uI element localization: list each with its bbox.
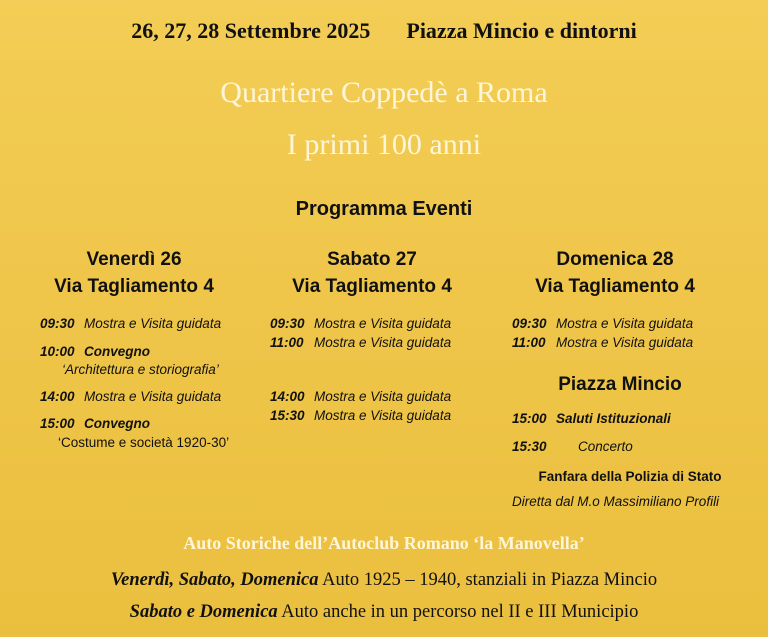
event-time: 09:30 [512,316,547,331]
piazza-mincio-heading: Piazza Mincio [558,374,682,395]
event-text: Saluti Istituzionali [556,411,671,426]
event-location: Piazza Mincio e dintorni [406,18,637,43]
auto-line-2 [0,602,768,623]
event-time: 09:30 [270,316,305,331]
director-name: Diretta dal M.o Massimiliano Profili [512,494,720,509]
event-time: 15:30 [270,408,305,423]
event-text: Mostra e Visita guidata [84,316,222,331]
column-saturday-header [262,246,482,300]
event-text: Convegno [84,416,150,431]
column-sunday-header [505,246,725,300]
event-text: Mostra e Visita guidata [314,389,452,404]
column-friday-header [24,246,244,300]
event-time: 09:30 [40,316,75,331]
event-item [512,335,693,350]
event-time: 10:00 [40,344,75,359]
event-item [270,335,451,350]
event-text: Mostra e Visita guidata [84,389,222,404]
venue-label: Via Tagliamento 4 [54,276,214,297]
auto-detail: Auto 1925 – 1940, stanziali in Piazza Mincio [318,570,658,590]
event-item [40,344,150,359]
days-label: Venerdì, Sabato, Domenica [110,570,319,590]
event-time: 15:30 [512,439,547,454]
event-item [40,416,150,431]
auto-detail: Auto anche in un percorso nel II e III Municipio [277,602,639,622]
event-text: Mostra e Visita guidata [556,316,694,331]
event-text: Mostra e Visita guidata [314,335,452,350]
event-item [270,316,451,331]
event-time: 15:00 [40,416,75,431]
event-item [270,389,451,404]
day-label: Domenica 28 [556,249,674,270]
event-item [40,389,221,404]
days-label: Sabato e Domenica [129,602,278,622]
main-title-line1: Quartiere Coppedè a Roma [220,76,548,109]
auto-storiche-heading: Auto Storiche dell’Autoclub Romano ‘la Manovella’ [183,533,585,553]
auto-line-1 [0,570,768,591]
event-time: 14:00 [270,389,305,404]
event-time: 11:00 [512,335,546,350]
event-text: Mostra e Visita guidata [314,408,452,423]
program-heading: Programma Eventi [295,198,473,220]
event-note: ‘Architettura e storiografia’ [62,362,219,377]
event-item [512,439,633,454]
band-name: Fanfara della Polizia di Stato [538,469,722,484]
event-text: Convegno [84,344,150,359]
event-item [270,408,451,423]
event-dates: 26, 27, 28 Settembre 2025 [131,18,371,43]
event-time: 11:00 [270,335,304,350]
venue-label: Via Tagliamento 4 [292,276,452,297]
event-text: Mostra e Visita guidata [556,335,694,350]
event-text: Concerto [578,439,633,454]
event-note: ‘Costume e società 1920-30’ [58,435,230,450]
main-title-line2: I primi 100 anni [286,128,482,161]
day-label: Sabato 27 [327,249,417,270]
event-time: 15:00 [512,411,547,426]
event-text: Mostra e Visita guidata [314,316,452,331]
event-dates-location [0,18,768,44]
day-label: Venerdì 26 [86,249,182,270]
event-item [512,316,693,331]
event-item [40,316,221,331]
event-item [512,411,671,426]
venue-label: Via Tagliamento 4 [535,276,695,297]
event-time: 14:00 [40,389,75,404]
